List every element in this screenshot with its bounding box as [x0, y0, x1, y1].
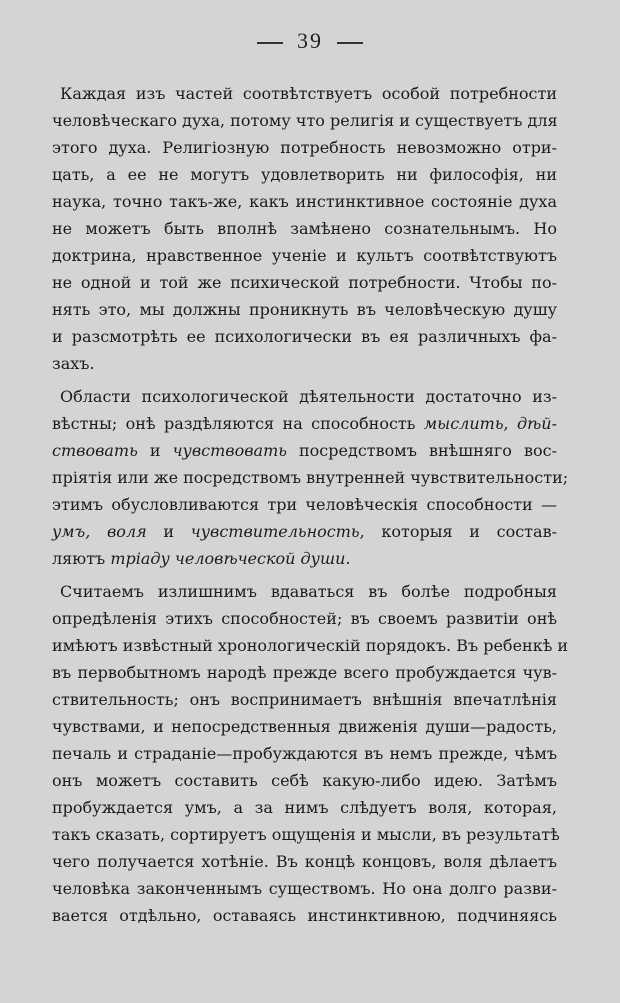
text-line: ствительность; онъ воспринимаетъ внѣшнія впечатлѣнія	[52, 690, 557, 709]
text-fragment: вѣстны; онѣ раздѣляются на способность	[52, 414, 424, 433]
text-fragment: и	[137, 441, 173, 460]
page-number-header	[0, 28, 620, 54]
text-line: этого духа. Религіозную потребность невозможно отри-	[52, 138, 557, 157]
left-dash	[257, 42, 283, 44]
text-fragment: , которыя и состав-	[359, 522, 557, 541]
body-text	[52, 80, 569, 929]
text-line-with-italics	[52, 410, 557, 437]
text-line: не можетъ быть вполнѣ замѣнено сознательнымъ. Но	[52, 219, 557, 238]
text-line: чувствами, и непосредственныя движенія души—радость,	[52, 717, 557, 736]
text-line: печаль и страданіе—пробуждаются въ немъ прежде, чѣмъ	[52, 744, 557, 763]
italic-word: ствовать	[52, 441, 138, 460]
italic-word: чувствительность	[190, 522, 360, 541]
italic-phrase: тріаду человѣческой души	[110, 549, 346, 568]
text-line: цать, а ее не могутъ удовлетворить ни философія, ни	[52, 165, 557, 184]
italic-word: воля	[106, 522, 147, 541]
text-line: не одной и той же психической потребности. Чтобы по-	[52, 273, 557, 292]
right-dash	[337, 42, 363, 44]
italic-word: дѣй-	[517, 414, 557, 433]
text-line: наука, точно такъ-же, какъ инстинктивное состояніе духа	[52, 192, 557, 211]
text-line: пріятія или же посредствомъ внутренней чувствительности;	[52, 468, 569, 487]
text-line: Считаемъ излишнимъ вдаваться въ болѣе подробныя	[60, 582, 557, 601]
text-line: Области психологической дѣятельности достаточно из-	[60, 387, 557, 406]
text-line: въ первобытномъ народѣ прежде всего пробуждается чув-	[52, 663, 557, 682]
text-line: имѣютъ извѣстный хронологическій порядокъ. Въ ребенкѣ и	[52, 636, 569, 655]
text-fragment: ляютъ	[52, 549, 111, 568]
text-fragment: .	[345, 549, 351, 568]
text-line: захъ.	[52, 354, 95, 373]
text-line: человѣческаго духа, потому что религія и существуетъ для	[52, 111, 558, 130]
text-line: доктрина, нравственное ученіе и культъ соотвѣтствуютъ	[52, 246, 557, 265]
text-line: и разсмотрѣть ее психологически въ ея различныхъ фа-	[52, 327, 557, 346]
text-fragment: посредствомъ внѣшняго вос-	[286, 441, 557, 460]
text-line: вается отдѣльно, оставаясь инстинктивною, подчиняясь	[52, 906, 557, 925]
page-number: 39	[297, 28, 323, 53]
italic-word: чувствовать	[172, 441, 287, 460]
text-line: такъ сказать, сортируетъ ощущенія и мысли, въ результатѣ	[52, 825, 560, 844]
text-line: опредѣленія этихъ способностей; въ своемъ развитіи онѣ	[52, 609, 557, 628]
italic-word: мыслить	[423, 414, 504, 433]
text-fragment	[90, 522, 107, 541]
text-line: этимъ обусловливаются три человѣческія способности —	[52, 495, 557, 514]
text-line-with-italics	[52, 437, 557, 464]
text-line-with-italics	[52, 518, 557, 545]
text-line: чего получается хотѣніе. Въ концѣ концовъ, воля дѣлаетъ	[52, 852, 557, 871]
text-line: Каждая изъ частей соотвѣтствуетъ особой потребности	[60, 84, 557, 103]
text-line: нять это, мы должны проникнуть въ человѣческую душу	[52, 300, 557, 319]
text-line: пробуждается умъ, а за нимъ слѣдуетъ воля, которая,	[52, 798, 557, 817]
text-fragment: ,	[503, 414, 518, 433]
text-line: онъ можетъ составить себѣ какую-либо идею. Затѣмъ	[52, 771, 557, 790]
text-fragment: и	[146, 522, 191, 541]
text-line: человѣка законченнымъ существомъ. Но она долго разви-	[52, 879, 557, 898]
italic-word: умъ,	[52, 522, 91, 541]
text-line-with-italics	[52, 545, 557, 572]
